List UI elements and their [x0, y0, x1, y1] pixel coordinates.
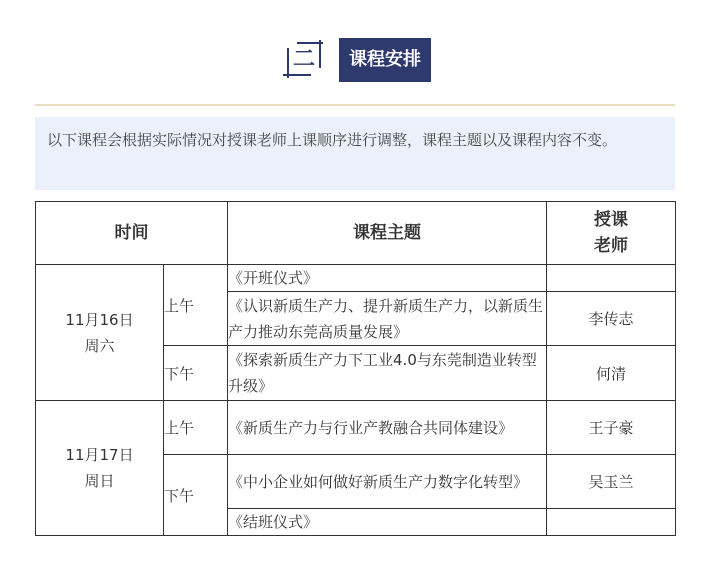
teacher-cell	[547, 509, 676, 536]
topic-cell: 《中小企业如何做好新质生产力数字化转型》	[228, 455, 547, 509]
header-time: 时间	[36, 202, 228, 265]
date: 11月16日	[65, 310, 134, 329]
date: 11月17日	[65, 446, 134, 464]
date-cell	[36, 265, 164, 401]
header-teacher-line2: 老师	[594, 236, 628, 256]
header-teacher-line1: 授课	[594, 210, 628, 230]
weekday: 周日	[84, 472, 115, 490]
teacher-cell: 王子豪	[547, 401, 676, 455]
period-morning: 上午	[164, 401, 228, 455]
section-divider	[35, 104, 675, 106]
schedule-table	[35, 201, 676, 536]
topic-cell: 《认识新质生产力、提升新质生产力，以新质生产力推动东莞高质量发展》	[228, 292, 547, 346]
topic-cell: 《探索新质生产力下工业4.0与东莞制造业转型升级》	[228, 346, 547, 401]
table-header-row	[36, 202, 676, 265]
topic-cell: 《开班仪式》	[228, 265, 547, 292]
teacher-cell: 李传志	[547, 292, 676, 346]
table-row	[36, 401, 676, 455]
teacher-cell: 何清	[547, 346, 676, 401]
section-header	[283, 36, 431, 84]
topic-cell: 《新质生产力与行业产教融合共同体建设》	[228, 401, 547, 455]
weekday: 周六	[84, 336, 115, 355]
period-morning: 上午	[164, 265, 228, 346]
teacher-cell: 吴玉兰	[547, 455, 676, 509]
header-topic: 课程主题	[228, 202, 547, 265]
period-afternoon: 下午	[164, 455, 228, 536]
section-title: 课程安排	[339, 38, 431, 82]
topic-cell: 《结班仪式》	[228, 509, 547, 536]
teacher-cell	[547, 265, 676, 292]
schedule-notice: 以下课程会根据实际情况对授课老师上课顺序进行调整，课程主题以及课程内容不变。	[35, 117, 675, 190]
section-number: 二	[292, 47, 315, 72]
date-cell	[36, 401, 164, 536]
section-number-badge	[283, 40, 323, 80]
period-afternoon: 下午	[164, 346, 228, 401]
header-teacher	[547, 202, 676, 265]
table-row	[36, 265, 676, 292]
